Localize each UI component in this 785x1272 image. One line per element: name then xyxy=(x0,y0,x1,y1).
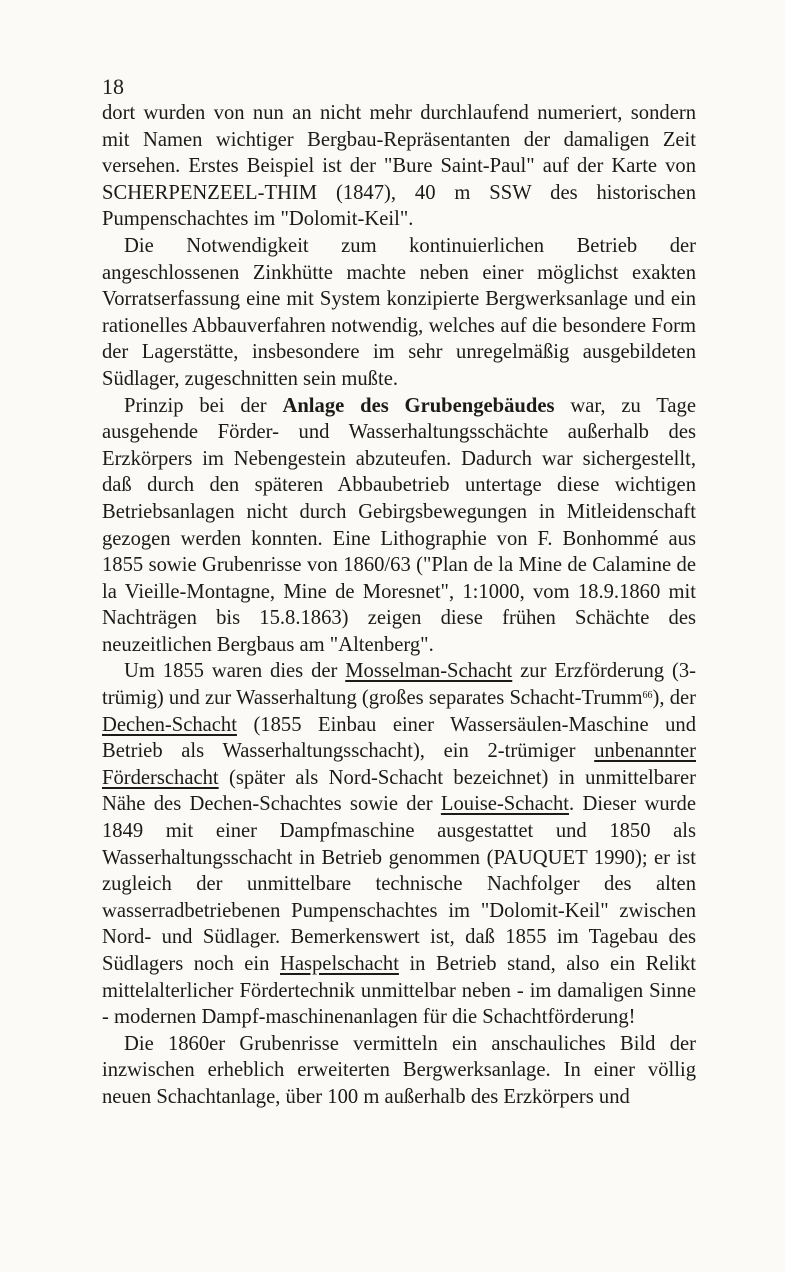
page-number: 18 xyxy=(102,74,124,99)
paragraph-5: Die 1860er Grubenrisse vermitteln ein anschauliches Bild der inzwischen erheblich erweiterten Bergwerksanlage. In einer völlig neuen Schachtanlage, über 100 m außerhalb des Erzkörpers und xyxy=(102,1032,696,1108)
underlined-term-foerderschacht: unbenannter Förderschacht xyxy=(102,740,696,789)
footnote-marker: 66 xyxy=(642,690,653,702)
text-run: war, zu Tage ausgehende Förder- und Wasserhaltungsschächte außerhalb des Erzkörpers im Nebengestein abzuteufen. Dadurch war sichergestellt, daß durch den späteren Abbaubetrieb untertage diese wichtigen Betriebsanlagen nicht durch Gebirgsbewegungen in Mitleidenschaft gezogen werden konnten. Eine Lithographie von F. Bonhommé aus 1855 sowie Grubenrisse von 1860/63 ("Plan de la Mine de Calamine de la Vieille-Montagne, Mine de Moresnet", 1:1000, vom 18.9.1860 mit Nachträgen bis 15.8.1863) zeigen diese frühen Schächte des neuzeitlichen Bergbaus am "Altenberg". xyxy=(102,394,696,656)
text-run: Um 1855 waren dies der xyxy=(124,660,346,683)
underlined-term-mosselman-schacht: Mosselman-Schacht xyxy=(345,660,513,683)
paragraph-1: dort wurden von nun an nicht mehr durchlaufend numeriert, sondern mit Namen wichtiger Bergbau-Repräsentanten der damaligen Zeit versehen. Erstes Beispiel ist der "Bure Saint-Paul" auf der Karte von SCHERPENZEEL-THIM (1847), 40 m SSW des historischen Pumpenschachtes im "Dolomit-Keil". xyxy=(102,102,696,231)
text-run: (später als Nord-Schacht bezeichnet) in unmittelbarer Nähe des Dechen-Schachtes sowie der xyxy=(102,766,696,816)
paragraph-2: Die Notwendigkeit zum kontinuierlichen Betrieb der angeschlossenen Zinkhütte machte neben einer möglichst exakten Vorratserfassung eine mit System konzipierte Bergwerksanlage und ein rationelles Abbauverfahren notwendig, welches auf die besondere Form der Lagerstätte, insbesondere im sehr unregelmäßig ausgebildeten Südlager, zugeschnitten sein mußte. xyxy=(102,234,696,390)
text-run: . Dieser wurde 1849 mit einer Dampfmaschine ausgestattet und 1850 als Wasserhaltungsschacht in Betrieb genommen (PAUQUET 1990); er ist zugleich der unmittelbare technische Nachfolger des alten wasserradbetriebenen Pumpenschachtes im "Dolomit-Keil" zwischen Nord- und Südlager. Bemerkenswert ist, daß 1855 im Tagebau des Südlagers noch ein xyxy=(102,793,696,975)
underlined-term-dechen-schacht: Dechen-Schacht xyxy=(102,713,237,736)
text-run: Prinzip bei der xyxy=(124,394,283,417)
text-run: (1855 Einbau einer Wassersäulen-Maschine und Betrieb als Wasserhaltungsschacht), ein 2-trümiger xyxy=(102,713,696,763)
body-text xyxy=(102,100,696,1111)
underlined-term-haspelschacht: Haspelschacht xyxy=(279,953,399,975)
text-run: zur Erzförderung (3-trümig) und zur Wasserhaltung (großes separates Schacht-Trumm xyxy=(102,660,696,710)
text-run: ), der xyxy=(652,687,696,710)
paragraph-4 xyxy=(102,658,696,1030)
bold-term-grubengebaeude: Anlage des Grubengebäudes xyxy=(282,394,555,417)
underlined-term-louise-schacht: Louise-Schacht xyxy=(440,793,569,816)
paragraph-3 xyxy=(102,393,696,659)
text-run: in Betrieb stand, also ein Relikt mittelalterlicher Fördertechnik unmittelbar neben - im damaligen Sinne - modernen Dampf-maschinenanlagen für die Schachtförderung! xyxy=(102,953,696,1029)
